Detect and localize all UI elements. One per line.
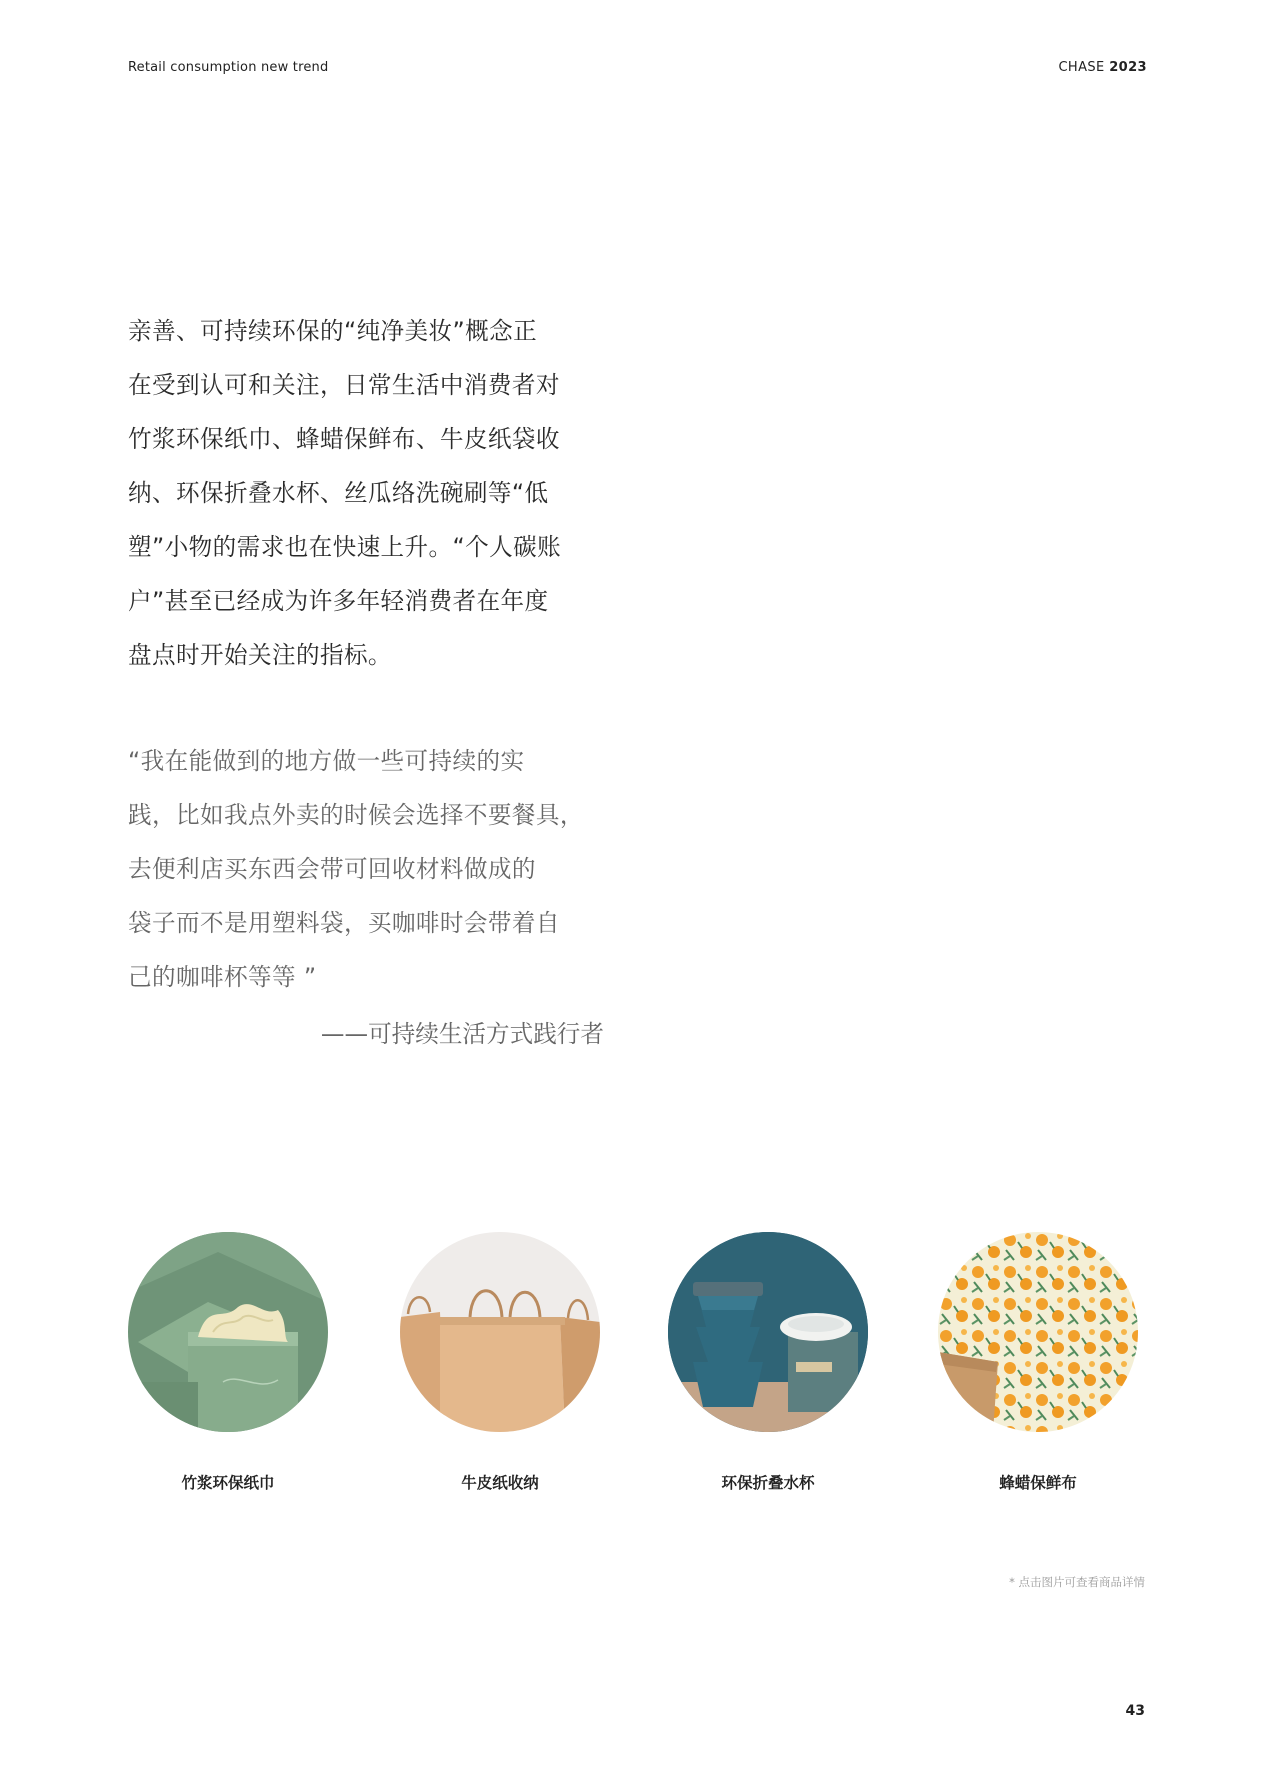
- header-year: 2023: [1109, 60, 1147, 75]
- body-paragraph: 亲善、可持续环保的“纯净美妆”概念正 在受到认可和关注，日常生活中消费者对 竹浆环保纸巾、蜂蜡保鲜布、牛皮纸袋收 纳、环保折叠水杯、丝瓜络洗碗刷等“低 塑”小物的需求也在快速上升。“个人碳账 户”甚至已经成为许多年轻消费者在年度 盘点时开始关注的指标。: [128, 317, 562, 669]
- page-number: 43: [1125, 1703, 1145, 1719]
- product-card-kraft-bags[interactable]: [400, 1232, 600, 1492]
- collapsible-cup-image[interactable]: [668, 1232, 868, 1432]
- click-image-note: * 点击图片可查看商品详情: [1009, 1575, 1145, 1589]
- product-label[interactable]: 牛皮纸收纳: [461, 1474, 539, 1492]
- quote-attribution: ——可持续生活方式践行者: [320, 1020, 604, 1048]
- header-brand: [1058, 60, 1147, 75]
- header-brand-name: CHASE: [1058, 60, 1105, 75]
- product-label[interactable]: 蜂蜡保鲜布: [999, 1474, 1077, 1492]
- beeswax-wrap-image[interactable]: [938, 1232, 1138, 1432]
- product-label[interactable]: 竹浆环保纸巾: [181, 1474, 275, 1492]
- bamboo-tissue-image[interactable]: [128, 1232, 328, 1432]
- kraft-paper-bags-image[interactable]: [400, 1232, 600, 1432]
- product-card-beeswax-wrap[interactable]: [938, 1232, 1138, 1492]
- product-card-bamboo-tissue[interactable]: [128, 1232, 328, 1492]
- consumer-quote: “我在能做到的地方做一些可持续的实 践，比如我点外卖的时候会选择不要餐具， 去便利店买东西会带可回收材料做成的 袋子而不是用塑料袋，买咖啡时会带着自 己的咖啡杯等等 ”: [128, 747, 584, 991]
- header-section-title: Retail consumption new trend: [128, 60, 329, 75]
- product-card-collapsible-cup[interactable]: [668, 1232, 868, 1492]
- product-label[interactable]: 环保折叠水杯: [721, 1474, 815, 1492]
